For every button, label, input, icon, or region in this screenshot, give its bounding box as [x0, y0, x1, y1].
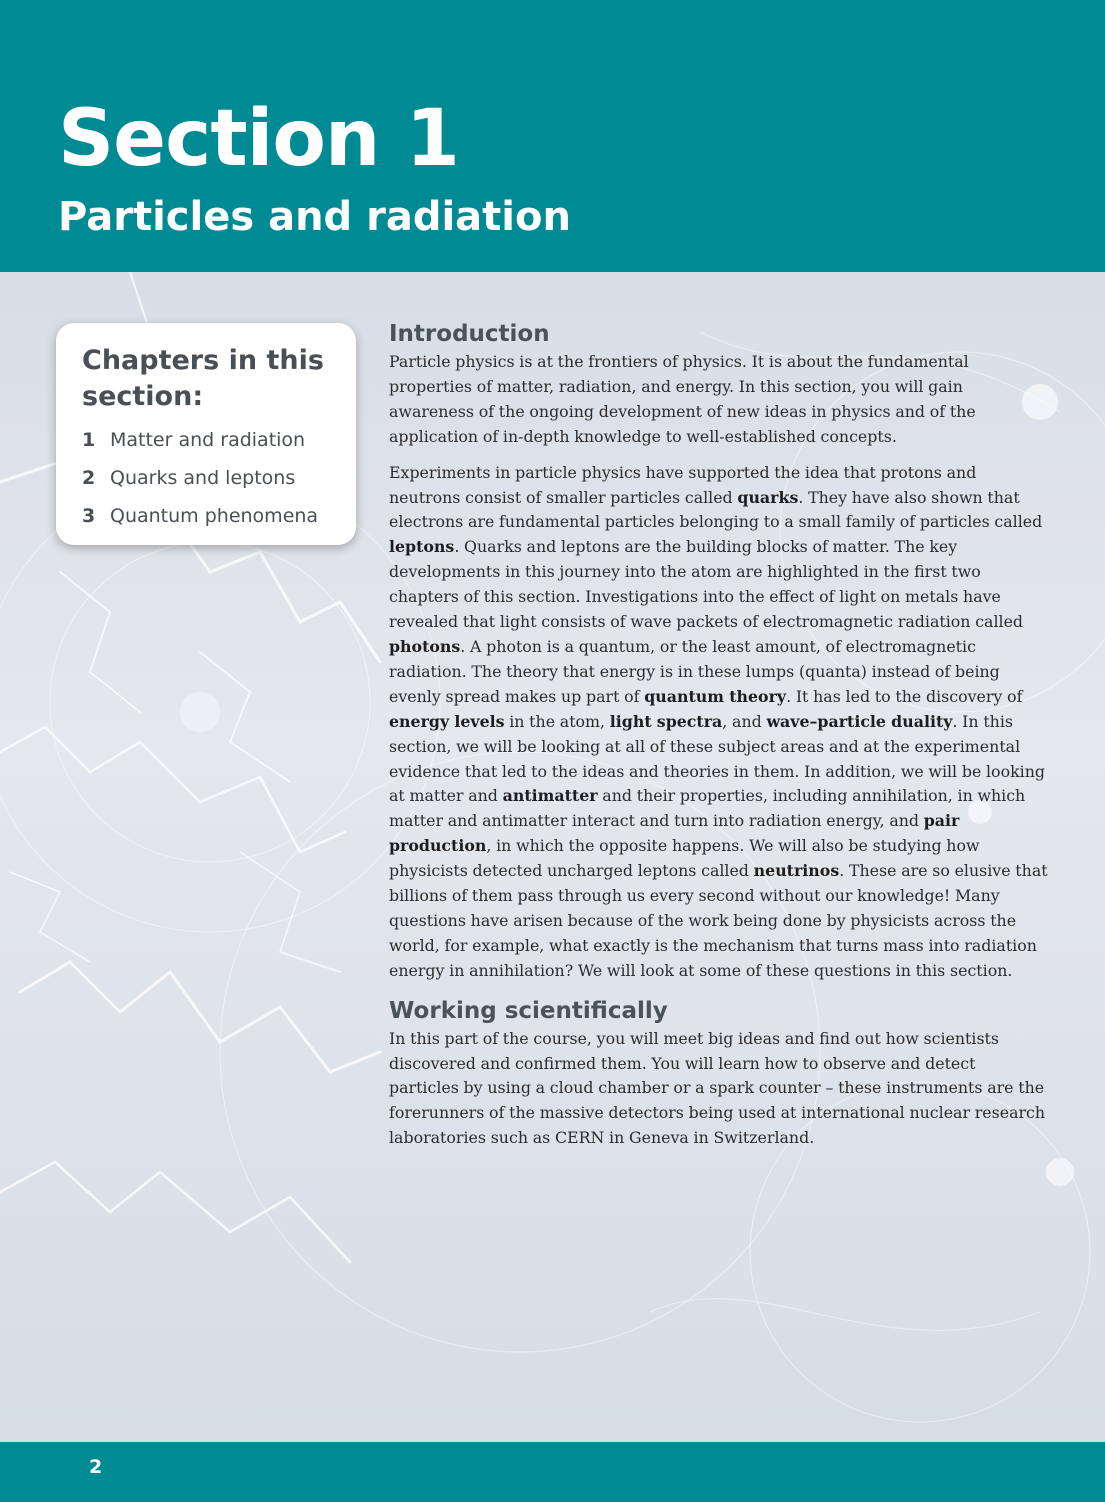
paragraph-text: in the atom, — [504, 711, 610, 731]
key-term: antimatter — [502, 786, 598, 806]
paragraph-text: , in which the opposite happens. We will also be studying how physicists detected uncharged leptons called — [389, 836, 980, 881]
chapter-number: 1 — [82, 429, 96, 451]
key-term: photons — [389, 636, 461, 656]
chapter-number: 3 — [82, 505, 96, 527]
paragraph-text: . In this section, we will be looking at all of these subject areas and at the experimental evidence that led to the ideas and theories in them. In addition, we will be looking at matter and — [389, 711, 1045, 806]
chapter-item — [82, 421, 356, 459]
page-footer — [0, 1442, 1105, 1502]
chapter-item — [82, 459, 356, 497]
key-term: quarks — [737, 487, 799, 507]
introduction-paragraph-2 — [389, 461, 1049, 984]
chapter-label: Quarks and leptons — [110, 467, 296, 489]
page-number: 2 — [89, 1456, 103, 1478]
section-subtitle: Particles and radiation — [58, 194, 571, 240]
paragraph-text: , and — [722, 711, 767, 731]
chapter-label: Matter and radiation — [110, 429, 306, 451]
key-term: pair production — [389, 811, 960, 856]
key-term: energy levels — [389, 711, 505, 731]
paragraph-text: . A photon is a quantum, or the least amount, of electromagnetic radiation. The theory that energy is in these lumps (quanta) instead of being evenly spread makes up part of — [389, 636, 1000, 706]
key-term: quantum theory — [644, 686, 787, 706]
paragraph-text: . It has led to the discovery of — [786, 686, 1023, 706]
paragraph-text: . These are so elusive that billions of them pass through us every second without our knowledge! Many questions have arisen because of the work being done by physicists across the world, for example, what exactly is the mechanism that turns mass into radiation energy in annihilation? We will look at some of these questions in this section. — [389, 861, 1048, 980]
key-term: wave–particle duality — [766, 711, 953, 731]
section-title: Section 1 — [58, 94, 459, 184]
working-scientifically-paragraph: In this part of the course, you will meet big ideas and find out how scientists discovered and confirmed them. You will learn how to observe and detect particles by using a cloud chamber or a spark counter – these instruments are the forerunners of the massive detectors being used at international nuclear research laboratories such as CERN in Geneva in Switzerland. — [389, 1028, 1046, 1148]
chapter-list — [82, 421, 356, 535]
chapter-item — [82, 497, 356, 535]
paragraph-text: . They have also shown that electrons are fundamental particles belonging to a small family of particles called — [389, 487, 1043, 532]
introduction-paragraph-1: Particle physics is at the frontiers of physics. It is about the fundamental properties of matter, radiation, and energy. In this section, you will gain awareness of the ongoing development of new ideas in physics and of the application of in-depth knowledge to well-established concepts. — [389, 352, 976, 446]
key-term: neutrinos — [753, 861, 840, 881]
chapter-label: Quantum phenomena — [110, 505, 319, 527]
working-scientifically-heading: Working scientifically — [389, 997, 668, 1024]
introduction-heading: Introduction — [389, 321, 550, 347]
main-text-column — [389, 318, 1049, 1162]
chapters-title: Chapters in this section: — [82, 345, 324, 412]
chapter-number: 2 — [82, 467, 96, 489]
paragraph-text: . Quarks and leptons are the building blocks of matter. The key developments in this journey into the atom are highlighted in the first two chapters of this section. Investigations into the effect of light on metals have revealed that light consists of wave packets of electromagnetic radiation called — [389, 537, 1024, 632]
chapters-box — [56, 323, 356, 545]
key-term: leptons — [389, 537, 455, 557]
paragraph-text: and their properties, including annihilation, in which matter and antimatter interact and turn into radiation energy, and — [389, 786, 1026, 831]
key-term: light spectra — [609, 711, 723, 731]
paragraph-text: Experiments in particle physics have supported the idea that protons and neutrons consist of smaller particles called — [389, 462, 977, 507]
